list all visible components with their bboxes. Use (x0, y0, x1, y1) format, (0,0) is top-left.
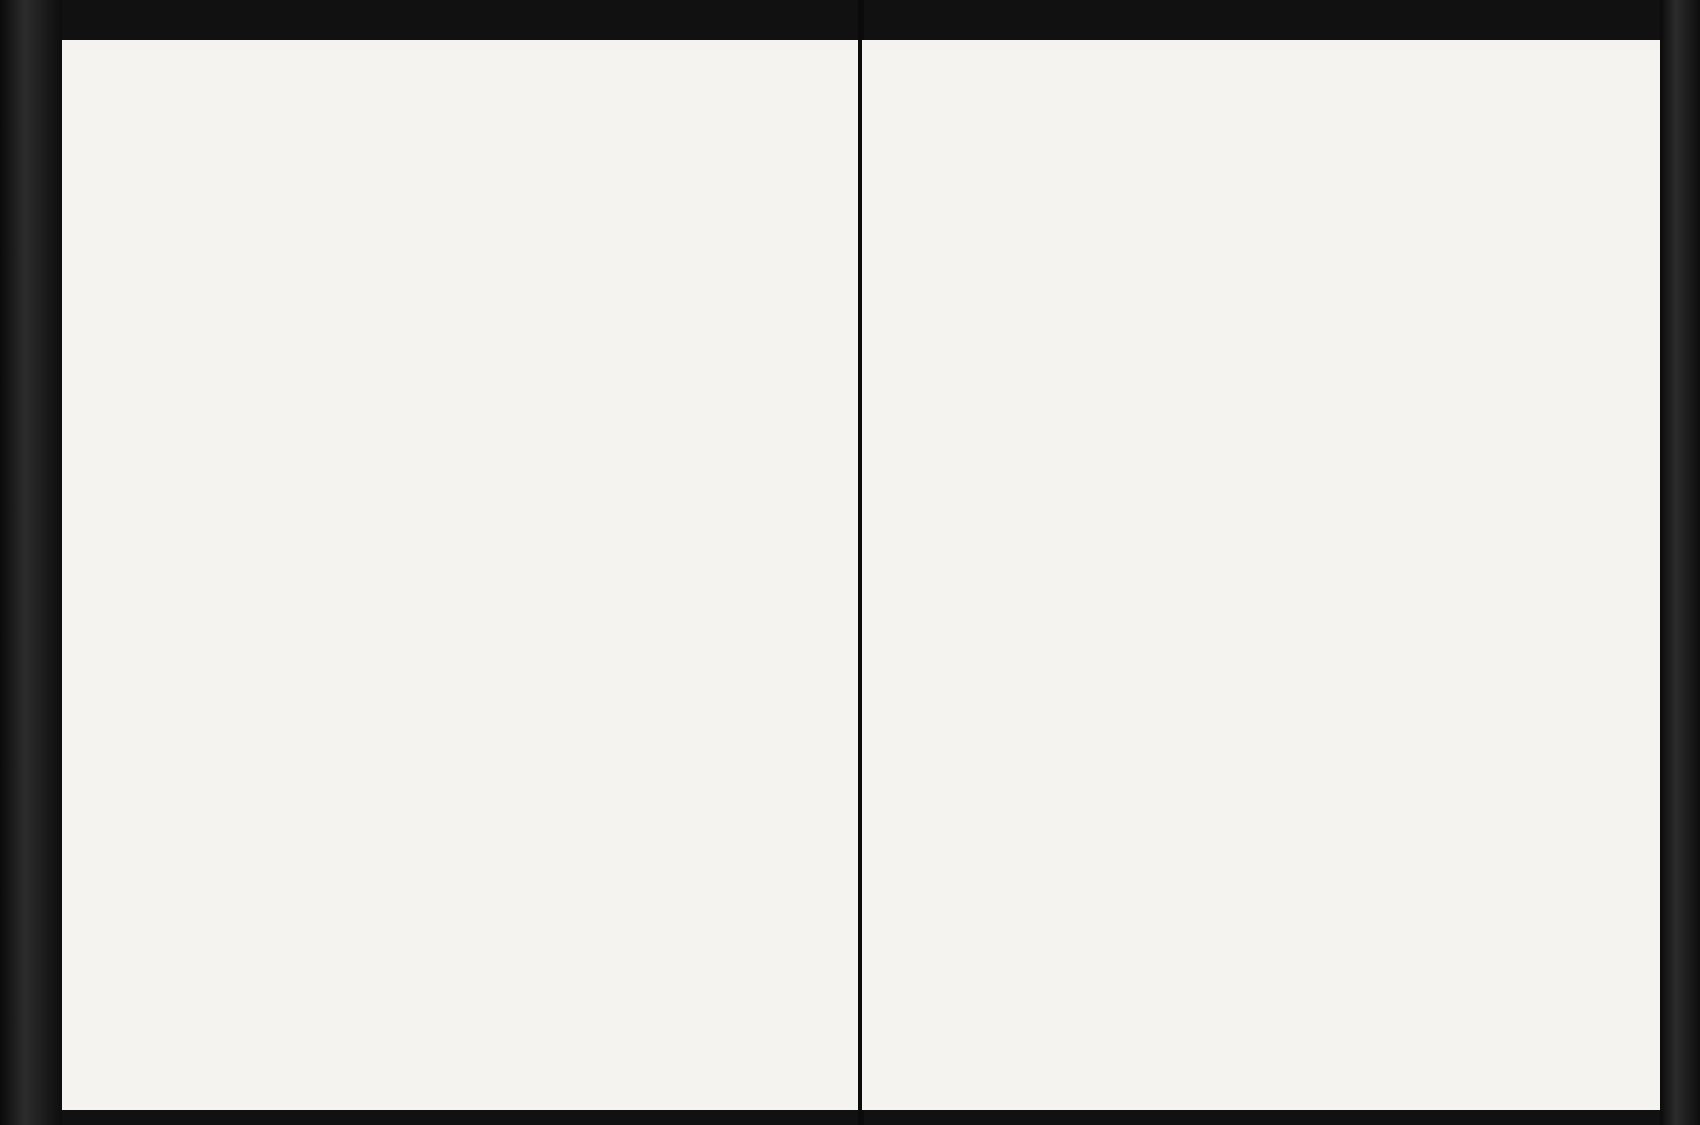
right-page-grid (862, 40, 1660, 1110)
left-book-edge (0, 0, 62, 1125)
right-book-edge (1660, 0, 1700, 1125)
right-page (862, 40, 1660, 1110)
left-page-grid (62, 40, 860, 1110)
left-page (62, 40, 860, 1110)
